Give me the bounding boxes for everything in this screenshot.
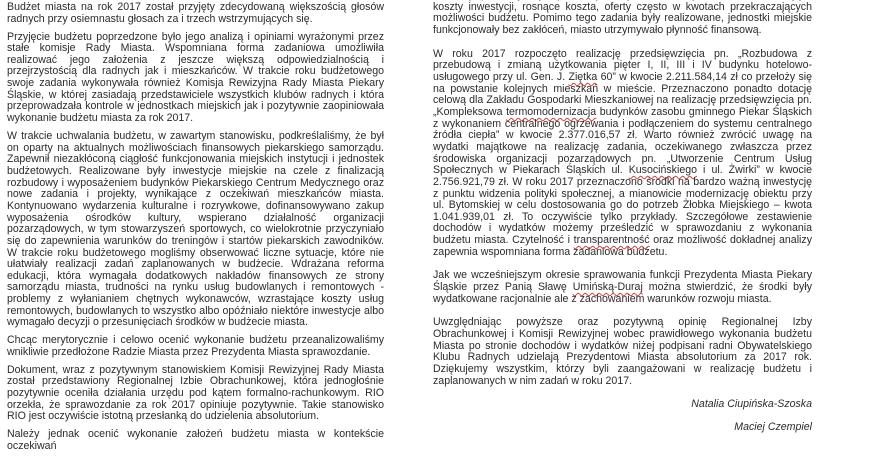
- paragraph-analysis: Chcąc merytorycznie i celowo ocenić wykonanie budżetu przeanalizowaliśmy wnikliwie przedłożone Radzie Miasta przez Prezydenta Miasta sprawozdanie.: [7, 334, 384, 358]
- right-column: [433, 0, 812, 445]
- text-segment: Jak we wcześniejszym okresie sprawowania funkcji Prezydenta Miasta Piekary Śląskie przez Panią Sławę: [433, 269, 812, 294]
- paragraph-budget-preceded: Przyjęcie budżetu poprzedzone było jego analizą i opiniami wyrażonymi przez stałe komisje Rady Miasta. Wspomniana forma zadaniowa umożliwiła realizować jego założenia z jeszcze większą odpowiedzialnością i przejrzystością dla radnych jak i mieszkańców. W trakcie roku budżetowego swoje zadania wykonywała również Komisja Rewizyjna Rady Miasta Piekary Śląskie, w której zasiadają przedstawiciele wszystkich klubów radnych i która przeprowadzała kontrole w jednostkach miejskich jak i pozytywnie zaopiniowała wykonanie budżetu miasta za rok 2017.: [7, 30, 384, 125]
- text-segment: oraz możliwość dokładnej analizy zapewnia wspomniana forma zadaniowa budżetu.: [433, 234, 812, 258]
- text-costs: inwestycji, rosnące koszta, oferty często w kwotach przekraczających możliwości budżetu. Pomimo tego zadania były realizowane, jednostki miejskie funkcjonowały bez zakłóceń, miasto utrzymywało płynność finansową.: [433, 0, 812, 36]
- text-segment: budynków zasobu gminnego Piekar Śląskich z wykonaniem centralnego ogrzewania i podłączeniem do systemu centralnego źródła ciepła” w kwocie 2.377.016,57 zł. Warto również zwrócić uwagę na wydatki majątkowe na realizację zadania, oczekiwanego zwłaszcza przez środowiska organizacji pozarządowych pn. „Utworzenie Centrum Usług Społecznych w Piekarach Śląskich ul.: [433, 105, 812, 177]
- spellcheck-word: Umińską-Duraj: [572, 281, 643, 294]
- paragraph-budget-adopted: Budżet miasta na rok 2017 został przyjęty zdecydowaną większością głosów radnych przy osiemnastu głosach za i trzech wstrzymujących się.: [7, 1, 384, 25]
- paragraph-absolution: Uwzględniając powyższe oraz pozytywną opinię Regionalnej Izby Obrachunkowej i Komisji Rewizyjnej wobec prawidłowego wykonania budżetu Miasta po stronie dochodów i wydatków niżej podpisani radni Obywatelskiego Klubu Radnych udzielają Prezydentowi Miasta absolutorium za 2017 rok. Dziękujemy wszystkim, którzy byli zaangażowani w realizację budżetu i zaplanowanych w nim zadań w roku 2017.: [433, 316, 812, 387]
- text-cutoff-line: koszty: [433, 0, 464, 13]
- paragraph-president-term: [433, 270, 812, 305]
- paragraph-investments-2017: [433, 49, 812, 259]
- text-segment: 60” w kwocie 2.211.584,14 zł co przełoży się na powstanie kolejnych mieszkań w mieście. Przeznaczono ponadto dotację celową dla Zakładu Gospodarki Mieszkaniowej na realizację przedsięwzięcia pn. „Kompleksowa: [433, 70, 812, 118]
- spellcheck-word: termomodernizacja: [506, 105, 597, 118]
- text-segment: W roku 2017 rozpoczęto realizację przedsięwzięcia pn. „Rozbudowa z przebudową i zmianą użytkowania pięter I, II, III i IV budynku hotelowo-usługowego przy ul. Gen. J.: [433, 47, 812, 83]
- text-segment: można stwierdzić, że środki były wydatkowane racjonalnie ale z zachowaniem warunków rozwoju miasta.: [433, 281, 813, 305]
- text-segment: i ul. Żwirki” w kwocie 2.756.921,79 zł. W roku 2017 przeznaczono środki na bardzo ważną inwestycję z punktu widzenia polityki społecznej, a mianowicie modernizację obiektu przy ul. Bytomskiej w celu dostosowania go do potrzeb Żłobka Miejskiego – kwota 1.041.939,01 zł. To oczywiście tylko przykłady. Szczegółowe zestawienie dochodów i wydatków możemy prześledzić w sprawozdaniu z wykonania budżetu miasta. Czytelność i: [433, 164, 812, 247]
- spellcheck-word: transparentność: [573, 234, 650, 247]
- left-column: [7, 2, 384, 459]
- signature-natalia: Natalia Ciupińska-Szoska: [691, 398, 812, 411]
- paragraph-evaluation: Należy jednak ocenić wykonanie założeń budżetu miasta w kontekście oczekiwań: [7, 428, 384, 452]
- signature-maciej: Maciej Czempiel: [734, 421, 812, 433]
- paragraph-budget-enactment: W trakcie uchwalania budżetu, w zawartym stanowisku, podkreślaliśmy, że był on oparty na aktualnych możliwościach finansowych piekarskiego samorządu. Zapewnił niezakłóconą ciągłość funkcjonowania miejskich instytucji i jednostek budżetowych. Realizowane były inwestycje miejskie na czele z finalizacją rozbudowy i wyposażeniem budynków Piekarskiego Centrum Medycznego oraz nowe zadania i projekty, wynikające z oczekiwań mieszkańców miasta. Kontynuowano wydarzenia kulturalne i rozrywkowe, dofinansowywano zakup wyposażenia ośrodków kultury, wspierano działalność organizacji pozarządowych, w tym stowarzyszeń sportowych, co wielokrotnie przyczyniało się do zapewnienia warunków do treningów i startów piekarskich zawodników. W trakcie roku budżetowego mogliśmy obserwować liczne sytuacje, które nie ułatwiały realizacji zadań zaplanowanych w budżecie. Wdrażana reforma edukacji, która wymagała dodatkowych nakładów finansowych ze strony samorządu miasta, trudności na rynku usług budowlanych i remontowych - problemy z wyłanianiem chętnych wykonawców, wzrastające koszty usług remontowych, budowlanych to wszystko albo opóźniało niektóre inwestycje albo wymagało decyzji o przesunięciach środków w budżecie miasta.: [7, 129, 384, 329]
- paragraph-rio-opinion: Dokument, wraz z pozytywnym stanowiskiem Komisji Rewizyjnej Rady Miasta został przedstawiony Regionalnej Izbie Obrachunkowej, która jednogłośnie pozytywnie oceniła działania urzędu pod kątem formalno-rachunkowym. RIO orzekła, że sprawozdanie za rok 2017 opiniuje pozytywnie. Takie stanowisko RIO jest oczywiście istotną przesłanką do udzielenia absolutorium.: [7, 363, 384, 423]
- paragraph-costs-cutoff: [433, 0, 812, 37]
- spellcheck-word: Kusocińskiego: [628, 164, 697, 177]
- spellcheck-word: Ziętka: [568, 70, 598, 83]
